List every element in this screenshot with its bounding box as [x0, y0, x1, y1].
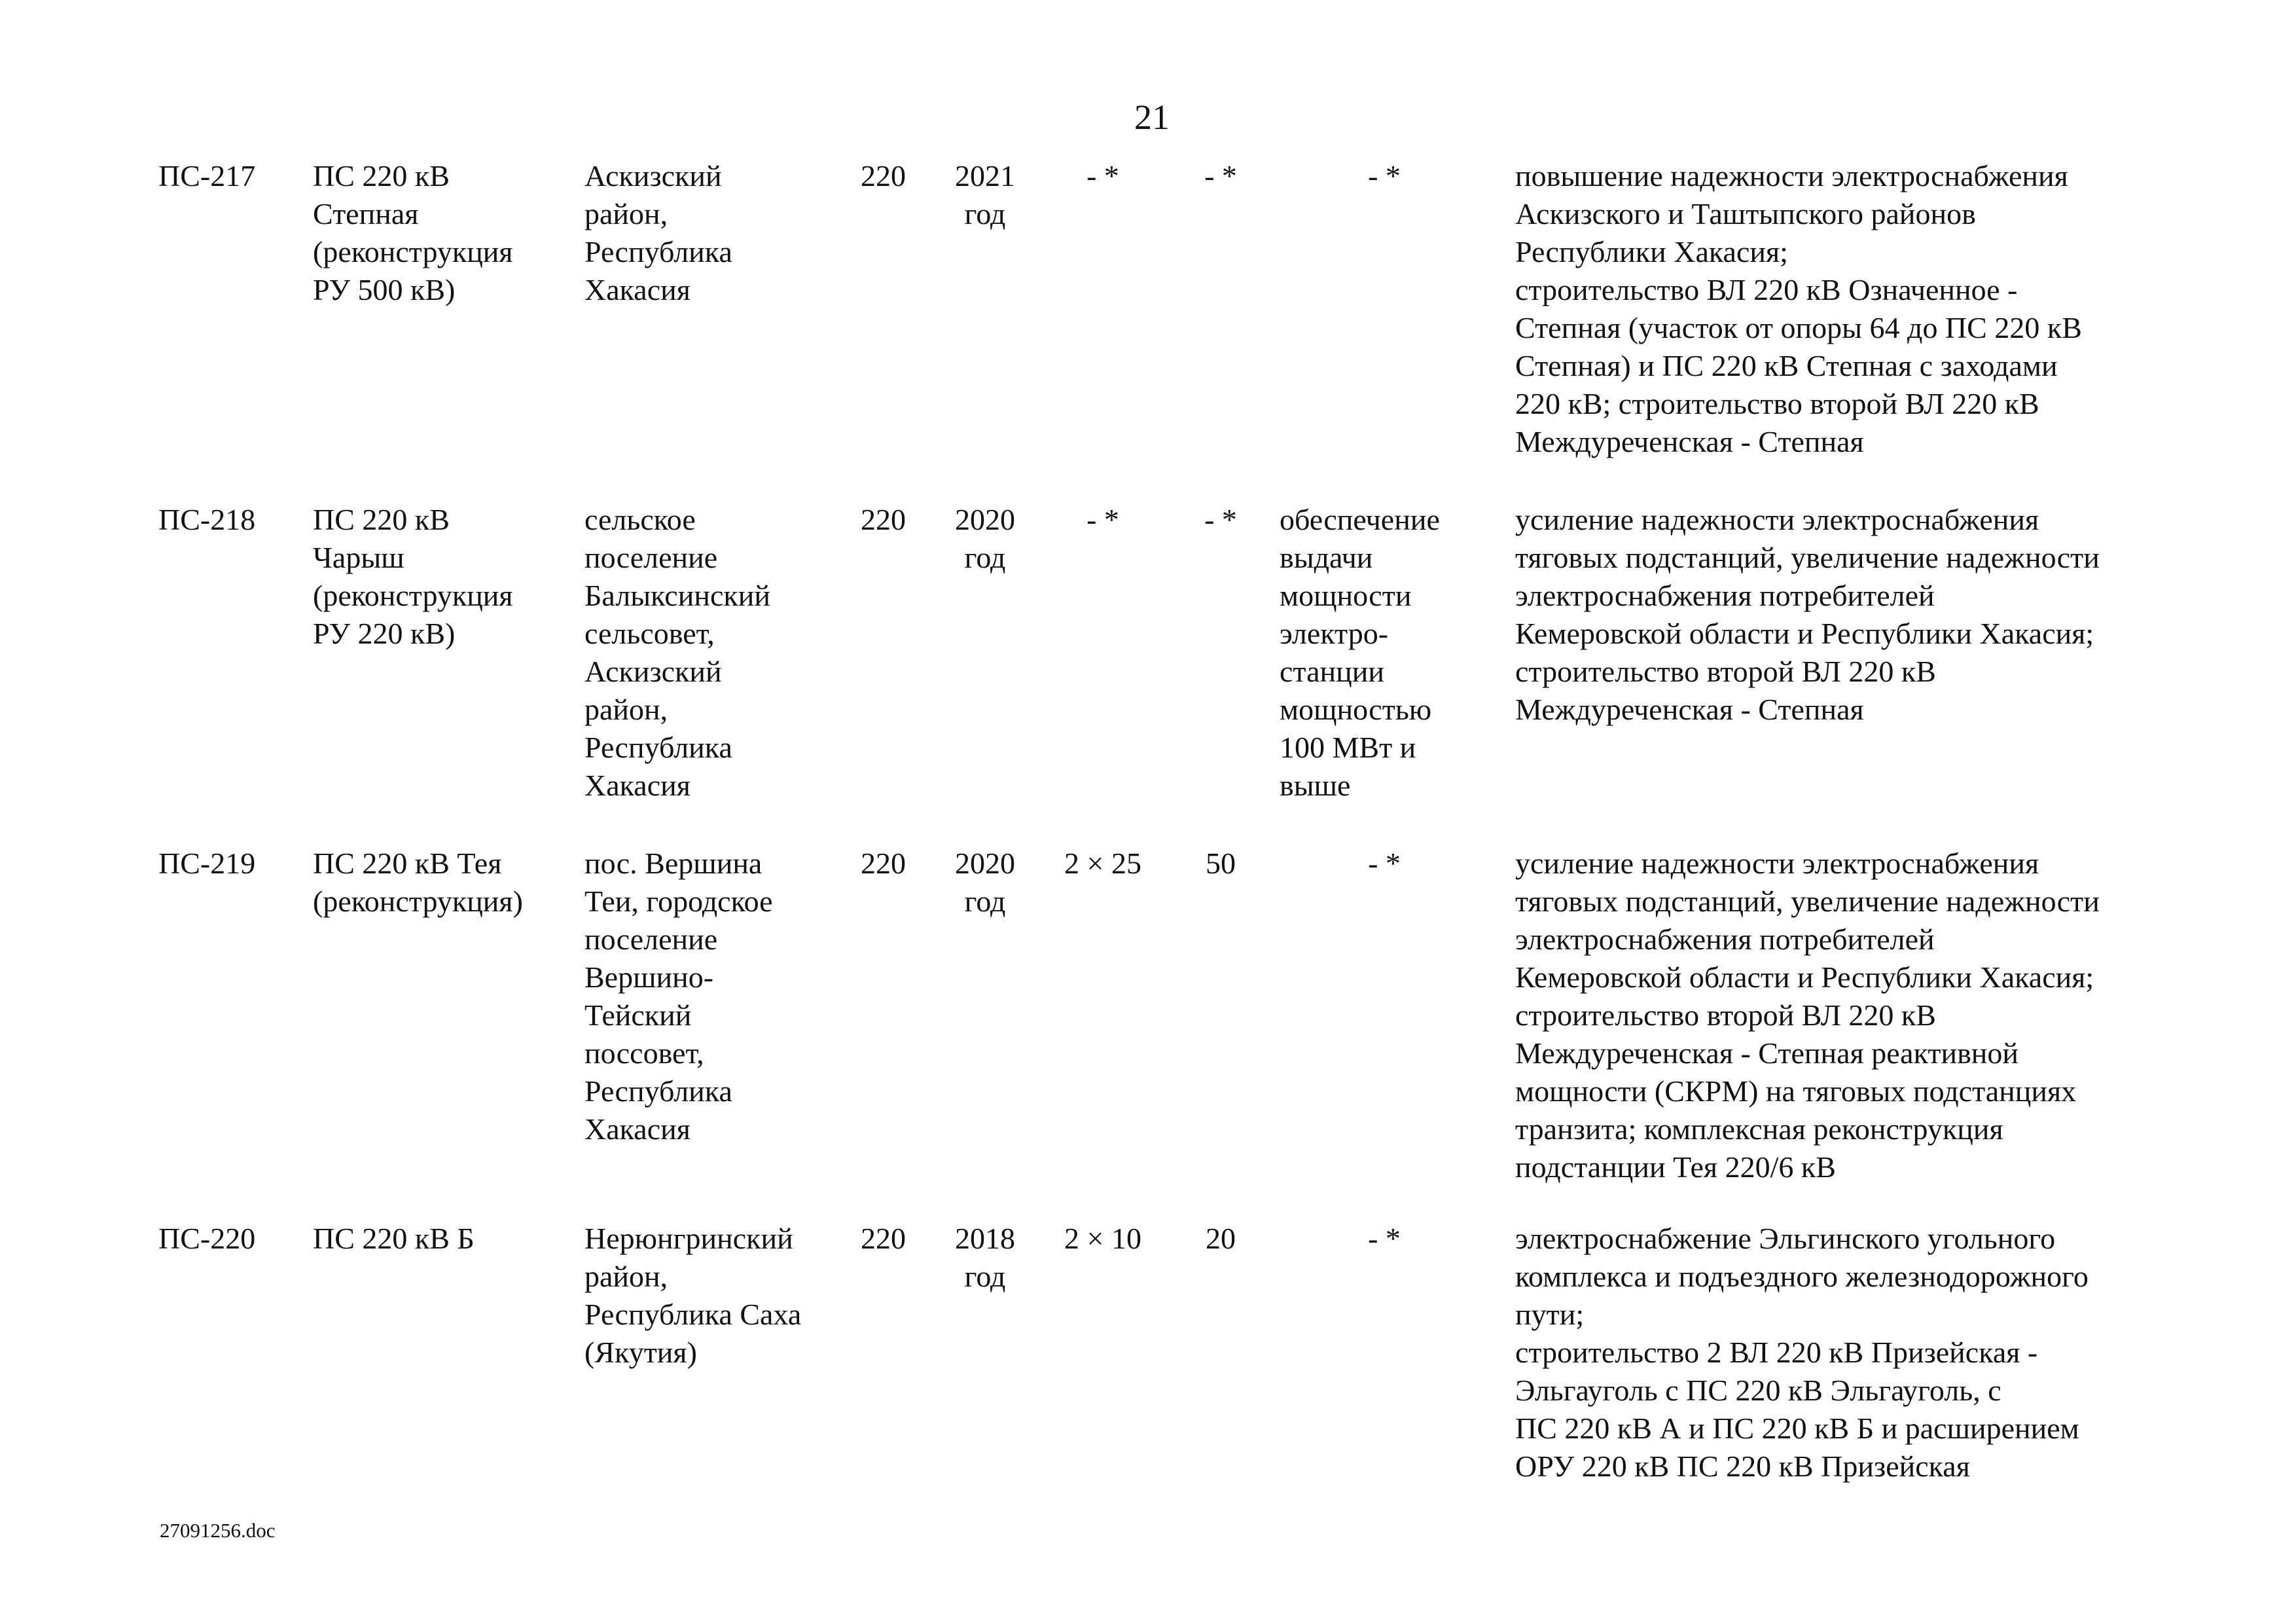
row-voltage: 220	[861, 847, 906, 880]
row-name: ПС 220 кВ Чарыш (реконструкция РУ 220 кВ)	[313, 503, 513, 650]
row-location: пос. Вершина Теи, городское поселение Вершино- Тейский поссовет, Республика Хакасия	[584, 847, 773, 1146]
row-voltage: 220	[861, 159, 906, 192]
row-year: 2018 год	[955, 1222, 1015, 1293]
row-notes: повышение надежности электроснабжения Аскизского и Таштыпского районов Республики Хакасия; строительство ВЛ 220 кВ Означенное - Степная (участок от опоры 64 до ПС 220 кВ Степная) и ПС 220 кВ Степная с заходами 220 кВ; строительство второй ВЛ 220 кВ Междуреченская - Степная	[1515, 159, 2082, 458]
row-code: ПС-220	[158, 1222, 256, 1255]
document-filename: 27091256.doc	[160, 1519, 276, 1542]
row-voltage: 220	[861, 1222, 906, 1255]
row-transformers: - *	[1086, 503, 1119, 536]
row-transformers: 2 × 25	[1064, 847, 1141, 880]
row-code: ПС-219	[158, 847, 256, 880]
row-power: - *	[1204, 159, 1237, 192]
row-purpose: обеспечение выдачи мощности электро- станции мощностью 100 МВт и выше	[1280, 503, 1440, 802]
row-transformers: 2 × 10	[1064, 1222, 1141, 1255]
row-name: ПС 220 кВ Тея (реконструкция)	[313, 847, 523, 918]
row-notes: электроснабжение Эльгинского угольного комплекса и подъездного железнодорожного пути; строительство 2 ВЛ 220 кВ Призейская - Эльгауголь с ПС 220 кВ Эльгауголь, с ПС 220 кВ А и ПС 220 кВ Б и расширением ОРУ 220 кВ ПС 220 кВ Призейская	[1515, 1222, 2089, 1483]
row-power: 50	[1206, 847, 1236, 880]
row-notes: усиление надежности электроснабжения тяговых подстанций, увеличение надежности электроснабжения потребителей Кемеровской области и Республики Хакасия; строительство второй ВЛ 220 кВ Междуреченская - Степная реактивной мощности (СКРМ) на тяговых подстанциях транзита; комплексная реконструкция подстанции Тея 220/6 кВ	[1515, 847, 2100, 1184]
page-number: 21	[1134, 98, 1170, 137]
row-code: ПС-217	[158, 159, 256, 192]
table-row	[0, 845, 2296, 1220]
row-year: 2020 год	[955, 503, 1015, 574]
substation-table	[0, 157, 2296, 1514]
table-row	[0, 157, 2296, 501]
table-row	[0, 501, 2296, 845]
row-purpose: - *	[1368, 847, 1401, 880]
row-location: Нерюнгринский район, Республика Саха (Якутия)	[584, 1222, 802, 1369]
row-name: ПС 220 кВ Б	[313, 1222, 475, 1255]
row-purpose: - *	[1368, 1222, 1401, 1255]
row-transformers: - *	[1086, 159, 1119, 192]
row-voltage: 220	[861, 503, 906, 536]
table-row	[0, 1220, 2296, 1514]
row-power: - *	[1204, 503, 1237, 536]
row-purpose: - *	[1368, 159, 1401, 192]
row-name: ПС 220 кВ Степная (реконструкция РУ 500 кВ)	[313, 159, 513, 306]
row-code: ПС-218	[158, 503, 256, 536]
row-year: 2021 год	[955, 159, 1015, 230]
row-notes: усиление надежности электроснабжения тяговых подстанций, увеличение надежности электроснабжения потребителей Кемеровской области и Республики Хакасия; строительство второй ВЛ 220 кВ Междуреченская - Степная	[1515, 503, 2100, 726]
row-location: сельское поселение Балыксинский сельсовет, Аскизский район, Республика Хакасия	[584, 503, 770, 802]
row-location: Аскизский район, Республика Хакасия	[584, 159, 732, 306]
row-power: 20	[1206, 1222, 1236, 1255]
row-year: 2020 год	[955, 847, 1015, 918]
